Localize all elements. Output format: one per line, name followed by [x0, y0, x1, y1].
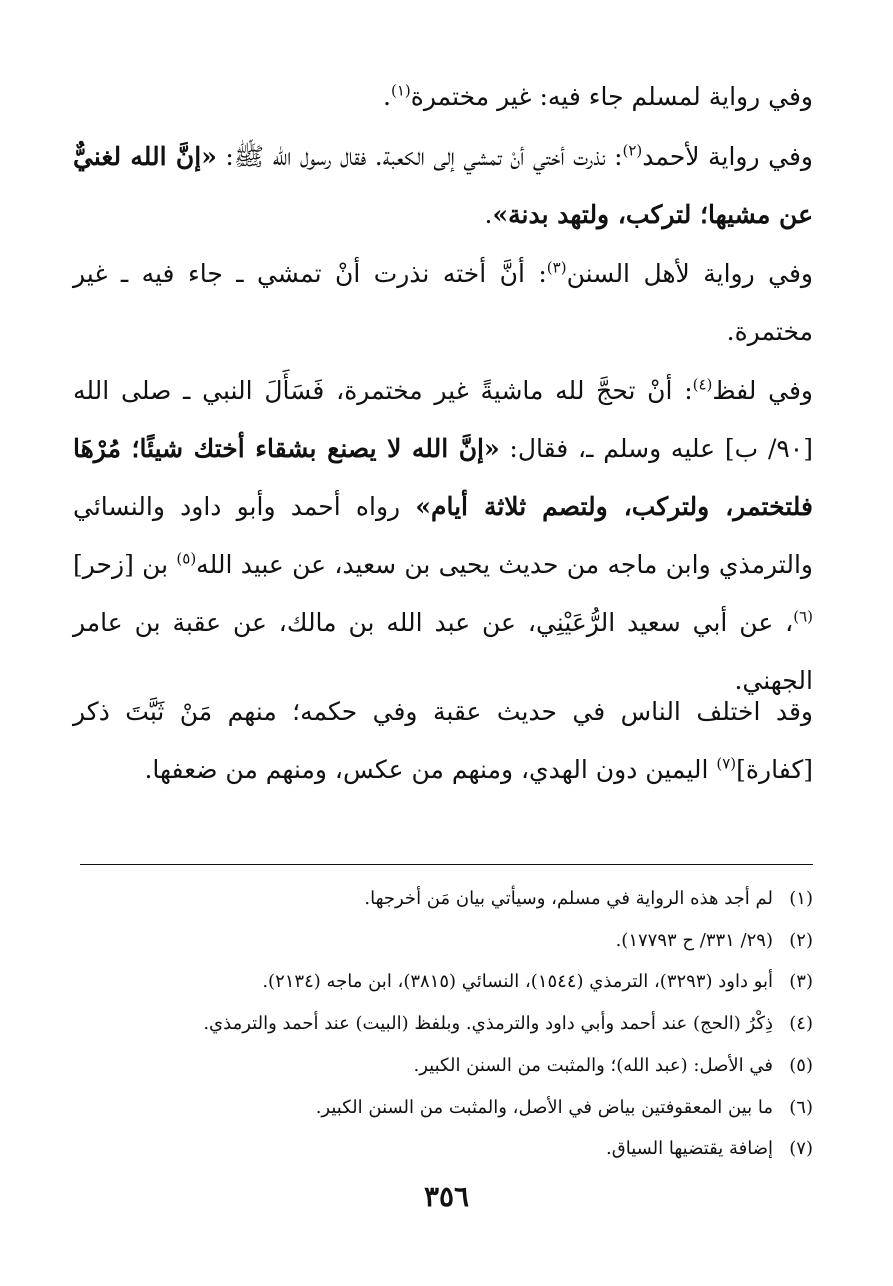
footnote-text: ما بين المعقوفتين بياض في الأصل، والمثبت من السنن الكبير. [315, 1096, 773, 1118]
paragraph-text: رواه أحمد وأبو داود والنسائي والترمذي وابن ماجه من حديث يحيى بن سعيد، عن عبيد الله [73, 492, 813, 579]
footnotes-list [73, 878, 813, 1170]
footnote-item [73, 961, 813, 1003]
footnote-ref: (٦) [793, 607, 813, 626]
paragraph-5 [73, 683, 813, 799]
footnote-ref: (٤) [692, 375, 713, 394]
footnote-item [73, 1128, 813, 1170]
footnote-number: (٧) [789, 1138, 813, 1160]
footnote-text: في الأصل: (عبد الله)؛ والمثبت من السنن الكبير. [413, 1054, 773, 1076]
footnote-text: لم أجد هذه الرواية في مسلم، وسيأتي بيان مَن أخرجها. [364, 888, 773, 909]
paragraph-text: : أنْ تحجَّ لله ماشيةً غير مختمرة، فَسَأَلَ النبي ـ صلى الله [٩٠/ ب] عليه وسلم ـ، فقال: [73, 376, 813, 463]
footnote-text: ذِكْرُ (الحج) عند أحمد وأبي داود والترمذي. وبلفظ (البيت) عند أحمد والترمذي. [203, 1013, 773, 1035]
footnote-ref: (٥) [176, 549, 197, 568]
footnote-text: إضافة يقتضيها السياق. [606, 1138, 773, 1160]
paragraph-2 [73, 128, 813, 244]
paragraph-text: . [383, 82, 391, 111]
footnote-separator [80, 864, 813, 865]
hadith-quote: «إنَّ الله لا يصنع بشقاء أختك شيئًا؛ مُرْهَا فلتختمر، ولتركب، ولتصم ثلاثة أيام» [73, 434, 813, 521]
footnote-text: (٢٩/ ٣٣١/ ح ١٧٧٩٣). [615, 929, 773, 951]
footnote-item [73, 878, 813, 920]
paragraph-text: وفي رواية لأحمد [642, 142, 814, 171]
paragraph-text: وفي رواية لمسلم جاء فيه: غير مختمرة [410, 82, 813, 111]
footnote-ref: (٢) [622, 141, 643, 160]
footnote-item [73, 1003, 813, 1045]
paragraph-text: : أنَّ أخته نذرت أنْ تمشي ـ جاء فيه ـ غير مختمرة. [73, 259, 813, 346]
footnote-text: أبو داود (٣٢٩٣)، الترمذي (١٥٤٤)، النسائي (٣٨١٥)، ابن ماجه (٢١٣٤). [262, 971, 773, 993]
footnote-number: (٥) [789, 1054, 813, 1076]
footnote-number: (٣) [789, 971, 813, 993]
footnote-ref: (٣) [546, 258, 567, 277]
hadith-quote: «إنَّ الله لغنيٌّ عن مشيها؛ لتركب، ولتهد بدنة» [73, 142, 813, 229]
footnote-item [73, 1045, 813, 1087]
paragraph-text: اليمين دون الهدي، ومنهم من عكس، ومنهم من ضعفها. [144, 755, 717, 784]
paragraph-text: بن [زحر] [73, 550, 177, 579]
footnote-number: (٦) [789, 1096, 813, 1118]
footnote-number: (٤) [789, 1013, 813, 1035]
footnote-ref: (٧) [716, 754, 737, 773]
paragraph-text: ، عن أبي سعيد الرُّعَيْنِي، عن عبد الله بن مالك، عن عقبة بن عامر الجهني. [73, 608, 813, 695]
paragraph-text: . [484, 200, 493, 229]
paragraph-text: وقد اختلف الناس في حديث عقبة وفي حكمه؛ منهم مَنْ ثَبَّتَ ذكر [كفارة] [73, 697, 813, 784]
page-number: ٣٥٦ [423, 1180, 470, 1213]
paragraph-4 [73, 362, 813, 710]
paragraph-text: وفي رواية لأهل السنن [566, 259, 814, 288]
paragraph-text: : نذرت أختي أنْ تمشي إلى الكعبة. فقال رسول الله ﷺ: [216, 142, 623, 171]
footnote-number: (٢) [789, 929, 813, 951]
footnote-ref: (١) [390, 81, 411, 100]
paragraph-text: وفي لفظ [712, 376, 813, 405]
footnote-number: (١) [789, 888, 813, 909]
paragraph-1 [73, 68, 813, 126]
footnote-item [73, 1087, 813, 1129]
footnote-item [73, 920, 813, 962]
paragraph-3 [73, 245, 813, 361]
